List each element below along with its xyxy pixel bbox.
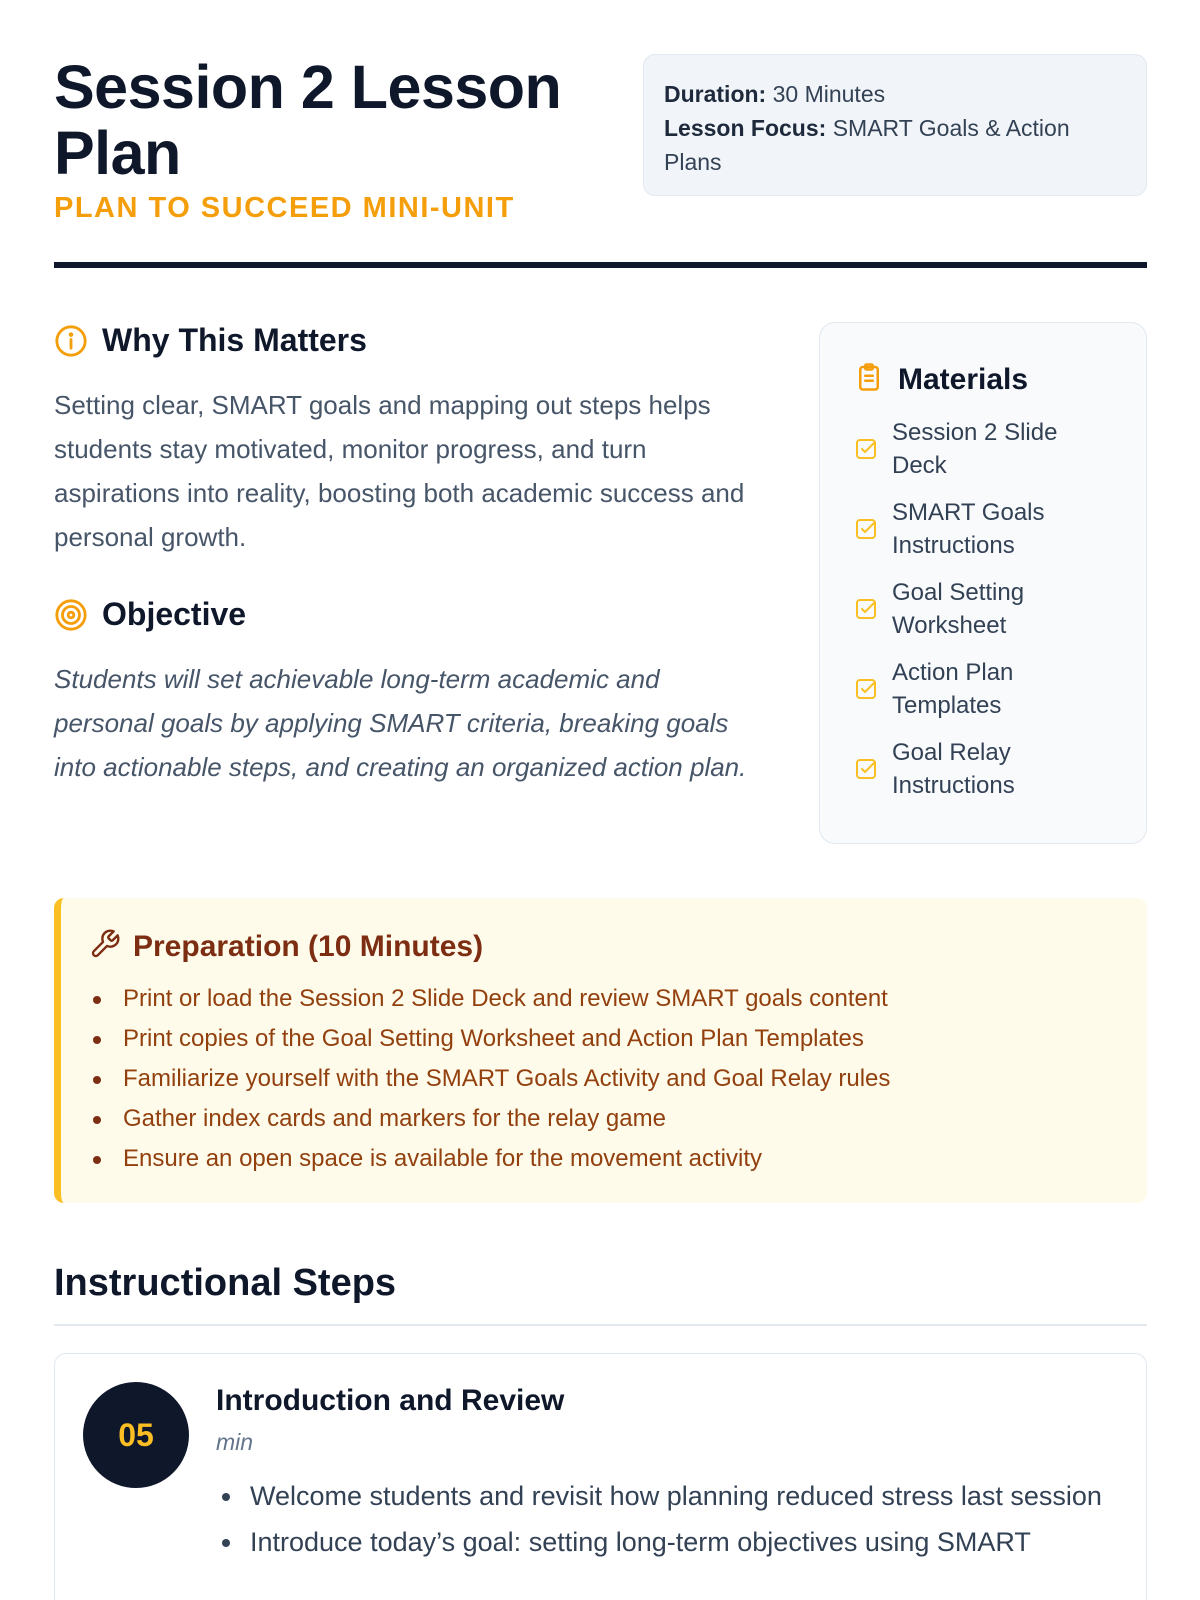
material-item-label: Action Plan Templates [892,659,1014,719]
objective-heading-text: Objective [102,596,247,632]
focus-value: SMART Goals & Action Plans [664,115,1070,175]
list-item: Familiarize yourself with the SMART Goals Activity and Goal Relay rules [89,1059,1117,1099]
duration-row [664,77,1126,111]
step-duration-unit: min [216,1429,254,1455]
objective-text: Students will set achievable long-term academic and personal goals by applying SMART criteria, breaking goals into actionable steps, and creating an organized action plan. [54,664,747,782]
page-subtitle: PLAN TO SUCCEED MINI-UNIT [54,192,515,224]
step-title: Introduction and Review [216,1384,565,1417]
steps-heading: Instructional Steps [54,1262,1147,1326]
step-number-badge: 05 [83,1382,189,1488]
checkbox-icon [854,757,878,781]
material-item [854,416,1112,482]
lesson-plan-page [54,0,1147,1600]
material-item-label: SMART Goals Instructions [892,499,1045,559]
material-item [854,656,1112,722]
focus-row [664,111,1126,179]
page-header [54,54,1147,268]
list-item: Gather index cards and markers for the relay game [89,1099,1117,1139]
duration-value: 30 Minutes [772,81,886,107]
list-item: Introduce today’s goal: setting long-term objectives using SMART [216,1522,1116,1562]
why-heading-text: Why This Matters [102,322,367,358]
checkbox-icon [854,517,878,541]
preparation-heading [89,928,1117,965]
page-title: Session 2 Lesson Plan [54,53,562,187]
preparation-box [54,898,1147,1203]
materials-heading [854,361,1112,398]
clipboard-icon [854,361,884,398]
list-item: Ensure an open space is available for the movement activity [89,1139,1117,1179]
checkbox-icon [854,437,878,461]
preparation-list [89,979,1117,1179]
step-card [54,1353,1147,1600]
duration-label: Duration: [664,81,767,107]
why-text: Setting clear, SMART goals and mapping out steps helps students stay motivated, monitor progress, and turn aspirations into reality, boosting both academic success and personal growth. [54,390,745,552]
materials-card [819,322,1147,844]
focus-label: Lesson Focus: [664,115,827,141]
info-icon [54,324,88,358]
checkbox-icon [854,597,878,621]
list-item: Welcome students and revisit how planning reduced stress last session [216,1476,1116,1516]
material-item-label: Session 2 Slide Deck [892,419,1058,479]
wrench-icon [89,928,121,965]
why-heading [54,322,367,359]
material-item [854,736,1112,802]
target-icon [54,598,88,632]
list-item: Print copies of the Goal Setting Worksheet and Action Plan Templates [89,1019,1117,1059]
material-item [854,496,1112,562]
checkbox-icon [854,677,878,701]
material-item-label: Goal Relay Instructions [892,739,1015,799]
material-item-label: Goal Setting Worksheet [892,579,1025,639]
list-item: Print or load the Session 2 Slide Deck and review SMART goals content [89,979,1117,1019]
objective-heading [54,596,246,633]
step-bullet-list [216,1476,1116,1568]
lesson-meta-box [643,54,1147,196]
preparation-heading-text: Preparation (10 Minutes) [133,929,484,963]
material-item [854,576,1112,642]
materials-heading-text: Materials [898,362,1029,396]
